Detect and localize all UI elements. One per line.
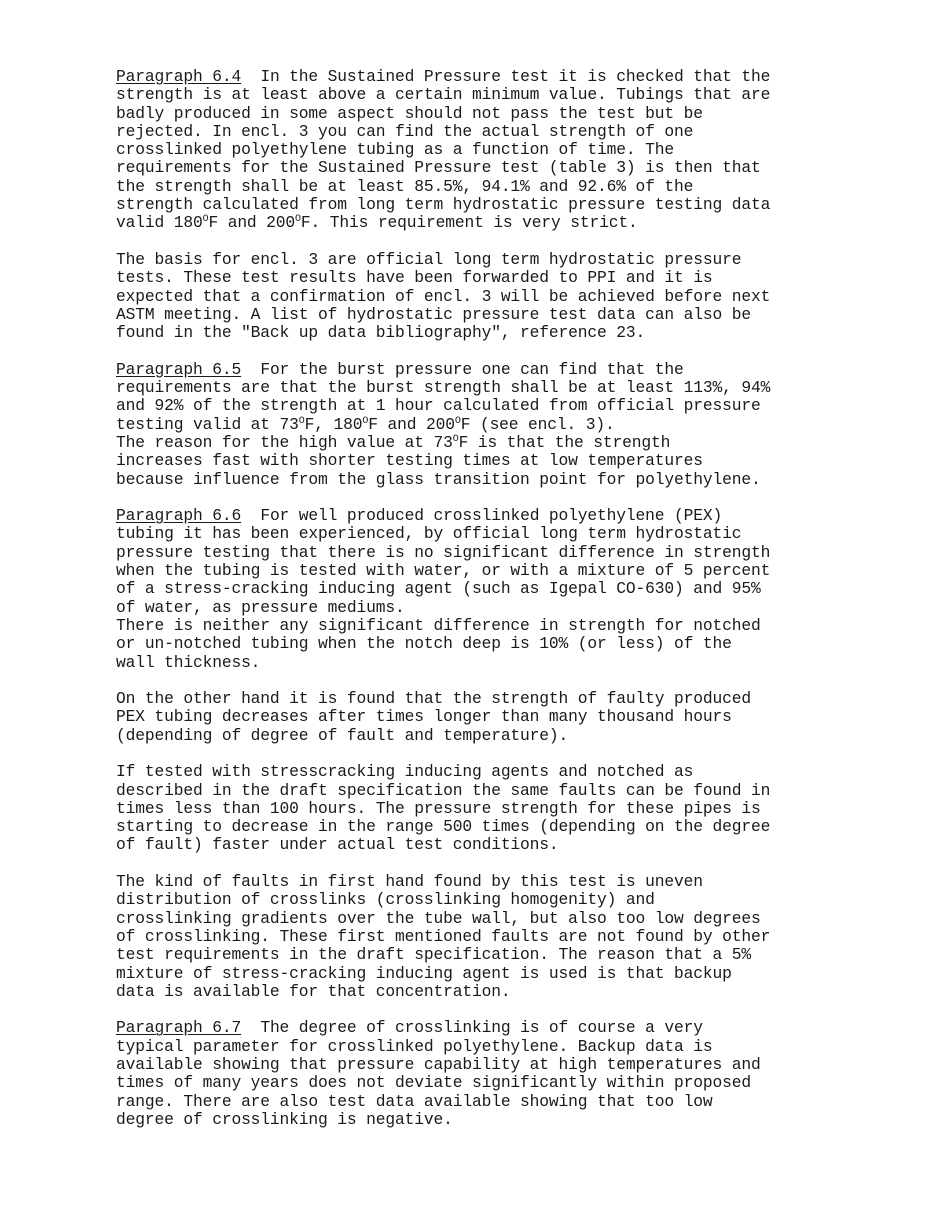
- line-text: testing valid at $73^OF$, $180^OF$ and $200^OF$ (see encl. 3).: [116, 414, 615, 434]
- text-line: [116, 928, 906, 946]
- text-line: [116, 910, 906, 928]
- text-line: [116, 324, 906, 342]
- text-line: [116, 379, 906, 397]
- line-text: available showing that pressure capability at high temperatures and: [116, 1055, 761, 1075]
- text-line: [116, 434, 906, 452]
- line-text: rejected. In encl. 3 you can find the actual strength of one: [116, 121, 694, 141]
- line-text: expected that a confirmation of encl. 3 will be achieved before next: [116, 286, 771, 306]
- text-line: [116, 306, 906, 324]
- line-text: degree of crosslinking is negative.: [116, 1109, 453, 1129]
- text-line: [116, 818, 906, 836]
- line-text: described in the draft specification the same faults can be found in: [116, 780, 771, 800]
- degree-mark: O: [452, 433, 459, 445]
- line-text: and 92% of the strength at 1 hour calculated from official pressure: [116, 396, 761, 416]
- line-text: or un-notched tubing when the notch deep is 10% (or less) of the: [116, 634, 732, 654]
- text-line: [116, 599, 906, 617]
- line-text: tests. These test results have been forwarded to PPI and it is: [116, 268, 713, 288]
- line-text: pressure testing that there is no significant difference in strength: [116, 542, 771, 562]
- text-line: [116, 983, 906, 1001]
- text-line: [116, 1111, 906, 1129]
- paragraph-heading: Paragraph 6.7: [116, 1018, 242, 1038]
- paragraph-2: [116, 251, 906, 342]
- text-line: [116, 1056, 906, 1074]
- line-text: The reason for the high value at $73^OF$ is that the strength: [116, 432, 671, 452]
- line-text: tubing it has been experienced, by official long term hydrostatic: [116, 524, 742, 544]
- text-line: [116, 727, 906, 745]
- text-line: [116, 617, 906, 635]
- text-line: [116, 580, 906, 598]
- line-text: strength is at least above a certain minimum value. Tubings that are: [116, 85, 771, 105]
- line-text: mixture of stress-cracking inducing agent is used is that backup: [116, 963, 732, 983]
- text-line: [116, 562, 906, 580]
- text-line: [116, 836, 906, 854]
- text-line: [116, 196, 906, 214]
- line-text: of a stress-cracking inducing agent (such as Igepal CO-630) and 95%: [116, 579, 761, 599]
- text-line: [116, 68, 906, 86]
- text-line: [116, 397, 906, 415]
- line-text: (depending of degree of fault and temperature).: [116, 725, 569, 745]
- text-line: [116, 123, 906, 141]
- line-text: distribution of crosslinks (crosslinking homogenity) and: [116, 890, 655, 910]
- text-line: [116, 782, 906, 800]
- paragraph-1: [116, 68, 906, 233]
- line-text: If tested with stresscracking inducing agents and notched as: [116, 762, 694, 782]
- line-text: requirements for the Sustained Pressure test (table 3) is then that: [116, 158, 761, 178]
- paragraph-7: [116, 873, 906, 1001]
- line-text: range. There are also test data available showing that too low: [116, 1091, 713, 1111]
- line-text: strength calculated from long term hydrostatic pressure testing data: [116, 195, 771, 215]
- text-line: [116, 635, 906, 653]
- text-line: [116, 288, 906, 306]
- line-text: times of many years does not deviate significantly within proposed: [116, 1073, 751, 1093]
- degree-mark: O: [454, 415, 461, 427]
- line-text: There is neither any significant difference in strength for notched: [116, 615, 761, 635]
- line-text: The basis for encl. 3 are official long term hydrostatic pressure: [116, 249, 742, 269]
- line-text: starting to decrease in the range 500 times (depending on the degree: [116, 817, 771, 837]
- line-text: increases fast with shorter testing times at low temperatures: [116, 451, 703, 471]
- line-text: PEX tubing decreases after times longer than many thousand hours: [116, 707, 732, 727]
- text-line: [116, 159, 906, 177]
- line-text: found in the "Back up data bibliography", reference 23.: [116, 323, 646, 343]
- line-text: data is available for that concentration.: [116, 981, 511, 1001]
- text-line: [116, 105, 906, 123]
- line-text: when the tubing is tested with water, or with a mixture of 5 percent: [116, 561, 771, 581]
- text-line: [116, 361, 906, 379]
- text-line: [116, 214, 906, 232]
- degree-mark: O: [362, 415, 369, 427]
- paragraph-3: [116, 361, 906, 489]
- line-text: of crosslinking. These first mentioned faults are not found by other: [116, 926, 771, 946]
- paragraph-heading: Paragraph 6.6: [116, 506, 242, 526]
- text-line: [116, 800, 906, 818]
- text-line: [116, 507, 906, 525]
- text-line: [116, 178, 906, 196]
- line-text: test requirements in the draft specification. The reason that a 5%: [116, 945, 751, 965]
- line-text: The degree of crosslinking is of course a very: [241, 1018, 703, 1038]
- line-text: For well produced crosslinked polyethylene (PEX): [241, 506, 723, 526]
- line-text: crosslinked polyethylene tubing as a function of time. The: [116, 140, 674, 160]
- text-line: [116, 269, 906, 287]
- text-line: [116, 763, 906, 781]
- line-text: In the Sustained Pressure test it is checked that the: [241, 67, 771, 86]
- line-text: times less than 100 hours. The pressure strength for these pipes is: [116, 798, 761, 818]
- line-text: typical parameter for crosslinked polyethylene. Backup data is: [116, 1036, 713, 1056]
- degree-mark: O: [202, 214, 209, 226]
- text-line: [116, 141, 906, 159]
- text-line: [116, 946, 906, 964]
- text-line: [116, 873, 906, 891]
- text-line: [116, 708, 906, 726]
- degree-mark: O: [295, 214, 301, 226]
- text-line: [116, 690, 906, 708]
- paragraph-4: [116, 507, 906, 672]
- text-line: [116, 1019, 906, 1037]
- line-text: of fault) faster under actual test conditions.: [116, 835, 559, 855]
- line-text: crosslinking gradients over the tube wall, but also too low degrees: [116, 908, 761, 928]
- line-text: wall thickness.: [116, 652, 261, 672]
- line-text: the strength shall be at least 85.5%, 94.1% and 92.6% of the: [116, 176, 694, 196]
- line-text: The kind of faults in first hand found by this test is uneven: [116, 872, 703, 892]
- paragraph-heading: Paragraph 6.4: [116, 67, 242, 86]
- line-text: badly produced in some aspect should not pass the test but be: [116, 103, 703, 123]
- text-line: [116, 452, 906, 470]
- text-line: [116, 1093, 906, 1111]
- text-line: [116, 86, 906, 104]
- text-line: [116, 654, 906, 672]
- line-text: requirements are that the burst strength shall be at least 113%, 94%: [116, 378, 771, 398]
- degree-mark: O: [298, 415, 305, 427]
- text-line: [116, 891, 906, 909]
- text-line: [116, 544, 906, 562]
- paragraph-5: [116, 690, 906, 745]
- document-page: [116, 68, 906, 1148]
- line-text: valid $180^OF$ and $200^OF$. This requirement is very strict.: [116, 213, 638, 233]
- paragraph-heading: Paragraph 6.5: [116, 359, 242, 379]
- line-text: On the other hand it is found that the strength of faulty produced: [116, 689, 751, 709]
- line-text: For the burst pressure one can find that the: [241, 359, 684, 379]
- paragraph-6: [116, 763, 906, 854]
- line-text: because influence from the glass transition point for polyethylene.: [116, 469, 761, 489]
- text-line: [116, 471, 906, 489]
- text-line: [116, 1074, 906, 1092]
- text-line: [116, 525, 906, 543]
- text-line: [116, 1038, 906, 1056]
- text-line: [116, 416, 906, 434]
- text-line: [116, 965, 906, 983]
- paragraph-8: [116, 1019, 906, 1129]
- text-line: [116, 251, 906, 269]
- line-text: ASTM meeting. A list of hydrostatic pressure test data can also be: [116, 304, 751, 324]
- line-text: of water, as pressure mediums.: [116, 597, 405, 617]
